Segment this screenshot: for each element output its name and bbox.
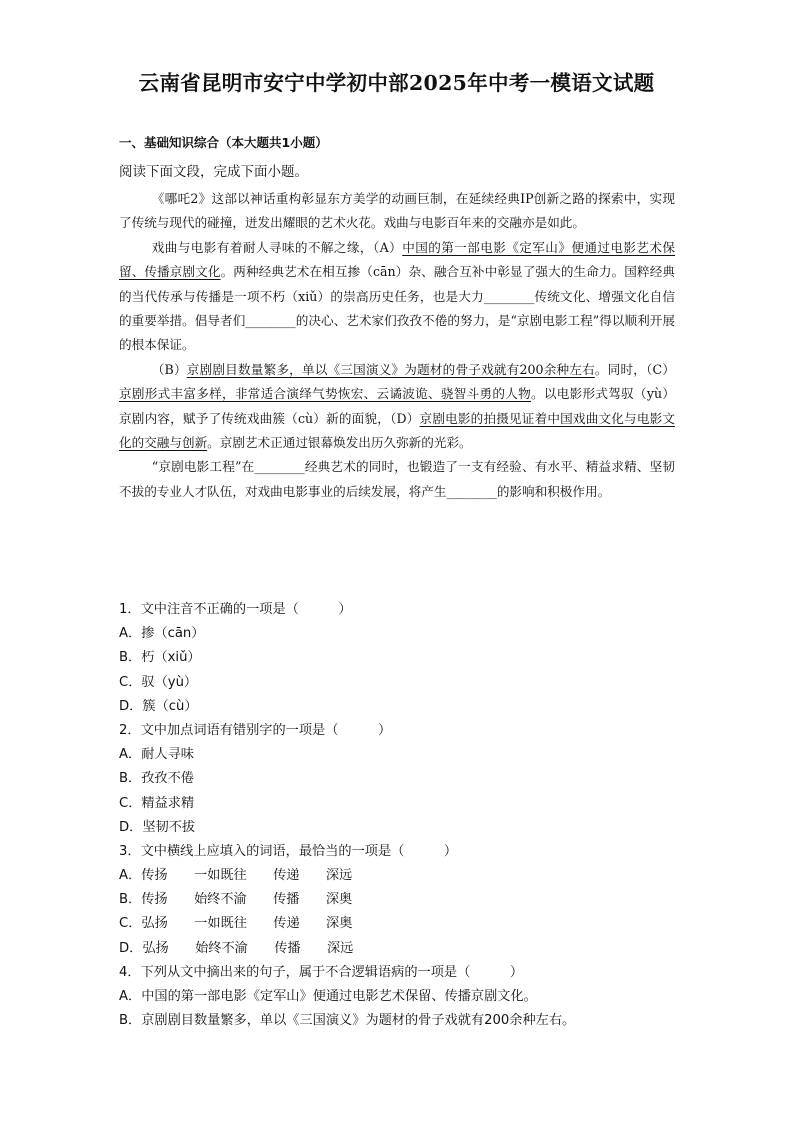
question-3-stem: 3．文中横线上应填入的词语，最恰当的一项是（ ） <box>119 843 458 859</box>
question-2-option-b: B．孜孜不倦 <box>119 771 194 787</box>
underlined-sentence-c: 京剧形式丰富多样，非常适合演绎气势恢宏、云谲波诡、骁智斗勇的人物 <box>119 386 532 402</box>
passage-paragraph-1: 《哪吒2》这部以神话重构彰显东方美学的动画巨制，在延续经典IP创新之路的探索中，实现了传统与现代的碰撞，迸发出耀眼的艺术火花。戏曲与电影百年来的交融亦是如此。 <box>119 191 675 231</box>
instruction-text: 阅读下面文段，完成下面小题。 <box>119 164 308 180</box>
section-heading: 一、基础知识综合（本大题共1小题） <box>119 135 328 150</box>
passage-paragraph-4: “京剧电影工程”在________经典艺术的同时，也锻造了一支有经验、有水平、精益求精、坚韧不拔的专业人才队伍，对戏曲电影事业的后续发展，将产生________的影响和积极作用。 <box>119 459 675 499</box>
question-1-option-d: D．簇（cù） <box>119 698 198 714</box>
question-4-option-b: B．京剧剧目数量繁多，单以《三国演义》为题材的骨子戏就有200余种左右。 <box>119 1013 576 1029</box>
question-2-option-a: A．耐人寻味 <box>119 747 194 763</box>
question-3-option-b: B．传扬 始终不渝 传播 深奥 <box>119 892 353 908</box>
reading-passage <box>119 187 675 504</box>
paragraph-3-part-c: 。以电影形式驾驭（yù）京剧内容，赋予了传统戏曲簇（cù）新的面貌，（D） <box>119 386 675 426</box>
passage-paragraph-2 <box>119 236 675 358</box>
question-1-option-b: B．朽（xiǔ） <box>119 650 201 666</box>
underlined-sentence-a: 中国的第一部电影《定军山》便通过电影艺术保留、传播京剧文化 <box>119 239 676 280</box>
question-1-option-a: A．掺（cān） <box>119 626 205 642</box>
paragraph-3-part-a: （B） <box>151 361 187 377</box>
question-2-option-d: D．坚韧不拔 <box>119 819 196 835</box>
page-title: 云南省昆明市安宁中学初中部2025年中考一模语文试题 <box>138 71 655 95</box>
question-3-option-a: A．传扬 一如既往 传递 深远 <box>119 868 353 884</box>
question-3-option-c: C．弘扬 一如既往 传递 深奥 <box>119 916 353 932</box>
question-4-stem: 4．下列从文中摘出来的句子，属于不合逻辑语病的一项是（ ） <box>119 964 524 980</box>
question-4-option-a: A．中国的第一部电影《定军山》便通过电影艺术保留、传播京剧文化。 <box>119 989 537 1004</box>
paragraph-2-part-a: 戏曲与电影有着耐人寻味的不解之缘，（A） <box>151 239 403 255</box>
paragraph-3-part-b: 。同时，（C） <box>594 361 675 377</box>
question-1-stem: 1．文中注音不正确的一项是（ ） <box>119 602 352 617</box>
underlined-sentence-d: 京剧电影的拍摄见证着中国戏曲文化与电影文化的交融与创新 <box>119 410 675 451</box>
passage-paragraph-3 <box>119 358 675 456</box>
question-3-option-d: D．弘扬 始终不渝 传播 深远 <box>119 940 354 956</box>
paragraph-3-part-d: 。京剧艺术正通过银幕焕发出历久弥新的光彩。 <box>207 435 472 451</box>
question-2-stem: 2．文中加点词语有错别字的一项是（ ） <box>119 722 392 738</box>
question-2-option-c: C．精益求精 <box>119 795 195 811</box>
question-1-option-c: C．驭（yù） <box>119 674 198 690</box>
paragraph-2-part-b: 。两种经典艺术在相互掺（cān）杂、融合互补中彰显了强大的生命力。国粹经典的当代传承与传播是一项不朽（xiǔ）的崇高历史任务，也是大力________传统文化、增强文化自信的重要举措。倡导者们________的决心、艺术家们孜孜不倦的努力，是“京剧电影工程”得以顺利开展的根本保证。 <box>119 264 675 353</box>
underlined-sentence-b: 京剧剧目数量繁多，单以《三国演义》为题材的骨子戏就有200余种左右 <box>186 361 595 377</box>
question-list <box>119 598 679 1033</box>
